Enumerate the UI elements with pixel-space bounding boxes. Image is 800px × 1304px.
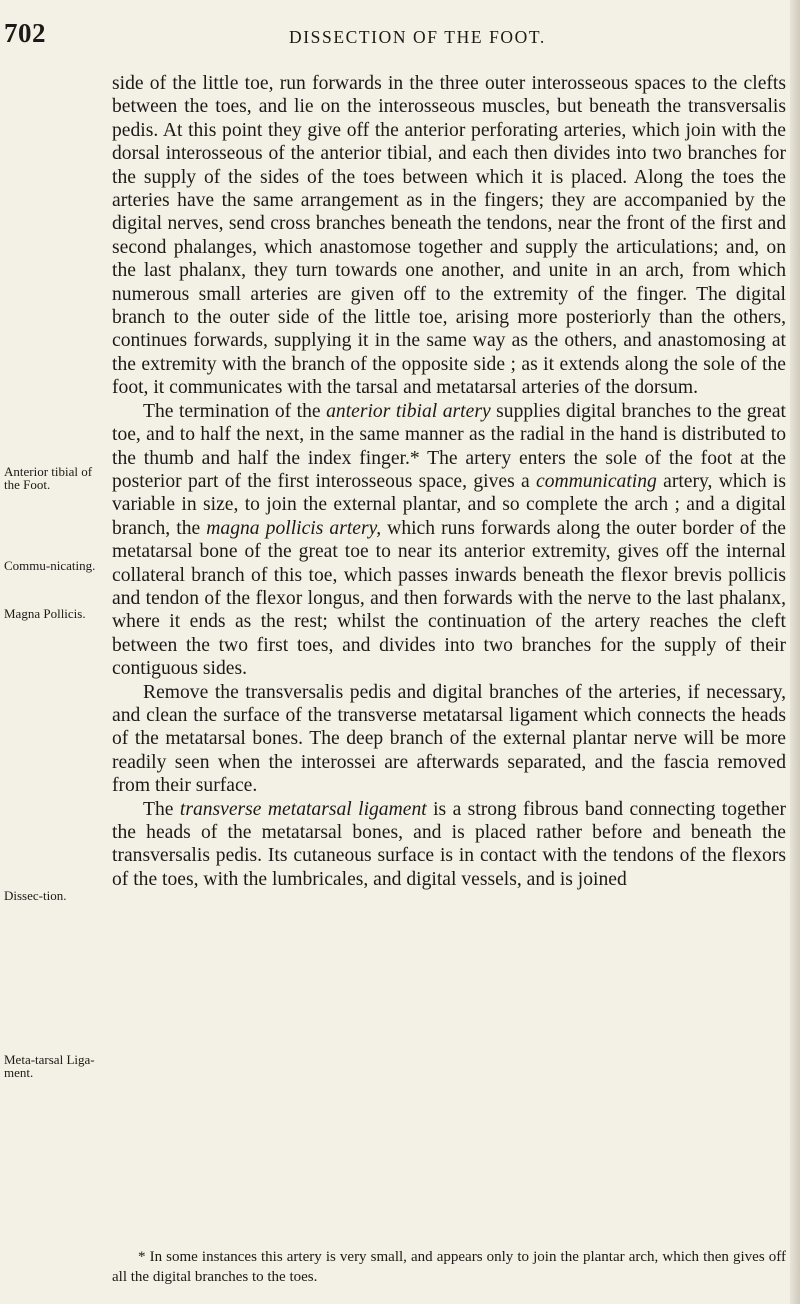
margin-note-communicating: Commu-nicating. [4,558,96,573]
text-run: which runs forwards along the outer border of the metatarsal bone of the great toe to near its anterior extremity, gives off the internal collateral branch of this toe, which passes inwards beneath the flexor brevis pollicis and tendon of the flexor longus, and then forwards with the nerve to the last phalanx, where it ends as the rest; whilst the continuation of the artery reaches the cleft between the two first toes, and divides into two branches for the supply of their contiguous sides. [112,517,786,680]
text-run: The termination of the [143,400,327,422]
body-text [112,72,786,891]
paragraph-3: Remove the transversalis pedis and digital branches of the arteries, if necessary, and clean the surface of the transverse metatarsal ligament which connects the heads of the metatarsal bones. The deep branch of the external plantar nerve will be more readily seen when the interossei are afterwards separated, and the fascia removed from their surface. [112,681,786,797]
text-run: The [143,798,180,820]
term-magna-pollicis-artery: magna pollicis artery, [206,517,382,539]
paragraph-1: side of the little toe, run forwards in the three outer interosseous spaces to the clefts between the toes, and lie on the interosseous muscles, but beneath the transversalis pedis. At this point they give off the anterior perforating arteries, which join with the dorsal interosseous of the anterior tibial, and each then divides into two branches for the supply of the sides of the toes between which it is placed. Along the toes the arteries have the same arrangement as in the fingers; they are accompanied by the digital nerves, send cross branches beneath the tendons, near the front of the first and second phalanges, which anastomose together and supply the articulations; and, on the last phalanx, they turn towards one another, and unite in an arch, from which numerous small arteries are given off to the extremity of the finger. The digital branch to the outer side of the little toe, arising more posteriorly than the others, continues forwards, supplying it in the same way as the others, and anastomosing at the extremity with the branch of the opposite side ; as it extends along the sole of the foot, it communicates with the tarsal and metatarsal arteries of the dorsum. [112,73,786,399]
margin-note-metatarsal-ligament: Meta-tarsal Liga-ment. [4,1052,95,1080]
page-edge-shadow [790,0,800,1304]
text-run: supplies digital branches to the great toe, and to half the next, in the same manner as the radial in the hand is distributed to the thumb and half the index finger.* The artery enters the sole of the foot at the posterior part of the first interosseous space, gives a [112,400,786,492]
paragraph-2 [112,400,786,681]
footnote: * In some instances this artery is very small, and appears only to join the plantar arch, which then gives off all the digital branches to the toes. [112,1249,786,1285]
text-run: artery, which is variable in size, to join the external plantar, and so complete the arch ; and a digital branch, the [112,470,786,539]
term-anterior-tibial-artery: anterior tibial artery [326,400,491,422]
running-head: DISSECTION OF THE FOOT. [289,27,546,47]
margin-note-magna-pollicis: Magna Pollicis. [4,606,86,621]
margin-note-dissection: Dissec-tion. [4,888,67,903]
margin-note-anterior-tibial: Anterior tibial of the Foot. [4,464,93,492]
page-number: 702 [4,18,46,48]
page-header [0,18,800,58]
term-communicating: communicating [536,470,657,492]
text-run: is a strong fibrous band connecting together the heads of the metatarsal bones, and is placed rather before and beneath the transversalis pedis. Its cutaneous surface is in contact with the tendons of the flexors of the toes, with the lumbricales, and digital vessels, and is joined [112,798,787,890]
term-transverse-metatarsal-ligament: transverse metatarsal ligament [179,798,427,820]
paragraph-4 [112,798,786,892]
